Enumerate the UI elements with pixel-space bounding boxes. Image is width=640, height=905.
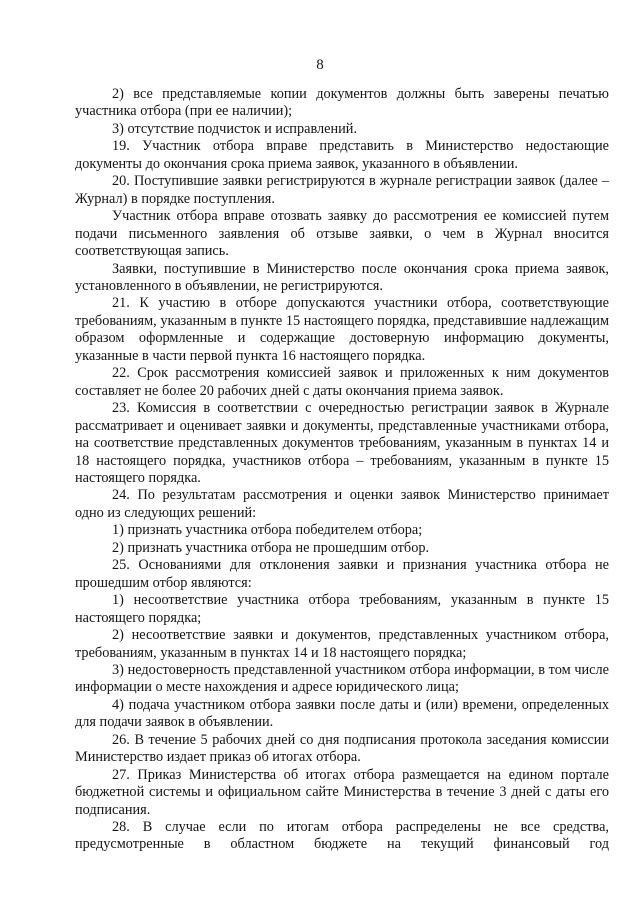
paragraph-22: 22. Срок рассмотрения комиссией заявок и приложенных к ним документов составляет не более 20 рабочих дней с даты окончания приема заявок.: [75, 365, 609, 399]
paragraph-28: 28. В случае если по итогам отбора распределены не все средства, предусмотренные в областном бюджете на текущий финансовый год: [75, 819, 609, 853]
paragraph-25: 25. Основаниями для отклонения заявки и признания участника отбора не прошедшим отбор являются:: [75, 557, 609, 591]
paragraph-19: 19. Участник отбора вправе представить в Министерство недостающие документы до окончания срока приема заявок, указанного в объявлении.: [75, 138, 609, 172]
paragraph-item-2-copies: 2) все представляемые копии документов должны быть заверены печатью участника отбора (при ее наличии);: [75, 86, 609, 120]
paragraph-27: 27. Приказ Министерства об итогах отбора размещается на едином портале бюджетной системы и официальном сайте Министерства в течение 3 дней с даты его подписания.: [75, 766, 609, 818]
paragraph-26: 26. В течение 5 рабочих дней со дня подписания протокола заседания комиссии Министерство издает приказ об итогах отбора.: [75, 731, 609, 766]
paragraph-late-applications: Заявки, поступившие в Министерство после окончания срока приема заявок, установленного в объявлении, не регистрируются.: [75, 260, 609, 294]
document-body: [75, 86, 609, 854]
paragraph-24-item-2: 2) признать участника отбора не прошедшим отбор.: [112, 539, 430, 556]
paragraph-25-item-1: 1) несоответствие участника отбора требованиям, указанным в пункте 15 настоящего порядка;: [75, 592, 609, 626]
page-number: 8: [316, 57, 324, 73]
paragraph-24-item-1: 1) признать участника отбора победителем отбора;: [112, 522, 423, 539]
paragraph-withdrawal: Участник отбора вправе отозвать заявку до рассмотрения ее комиссией путем подачи письменного заявления об отзыве заявки, о чем в Журнал вносится соответствующая запись.: [75, 208, 609, 260]
paragraph-item-3-no-corrections: 3) отсутствие подчисток и исправлений.: [112, 120, 358, 137]
paragraph-24: 24. По результатам рассмотрения и оценки заявок Министерство принимает одно из следующих решений:: [75, 487, 609, 521]
paragraph-25-item-4: 4) подача участником отбора заявки после даты и (или) времени, определенных для подачи заявок в объявлении.: [75, 696, 609, 731]
paragraph-21: 21. К участию в отборе допускаются участники отбора, соответствующие требованиям, указанным в пункте 15 настоящего порядка, представившие надлежащим образом оформленные и содержащие достоверную информацию документы, указанные в части первой пункта 16 настоящего порядка.: [75, 295, 609, 364]
paragraph-23: 23. Комиссия в соответствии с очередностью регистрации заявок в Журнале рассматривает и оценивает заявки и документы, представленные участниками отбора, на соответствие представленных документов требованиям, указанным в пунктах 14 и 18 настоящего порядка, участников отбора – требованиям, указанным в пункте 15 настоящего порядка.: [75, 400, 609, 486]
paragraph-25-item-3: 3) недостоверность представленной участником отбора информации, в том числе информации о месте нахождения и адресе юридического лица;: [75, 661, 609, 696]
paragraph-25-item-2: 2) несоответствие заявки и документов, представленных участником отбора, требованиям, указанным в пунктах 14 и 18 настоящего порядка;: [75, 627, 609, 661]
paragraph-20: 20. Поступившие заявки регистрируются в журнале регистрации заявок (далее – Журнал) в порядке поступления.: [75, 173, 609, 207]
